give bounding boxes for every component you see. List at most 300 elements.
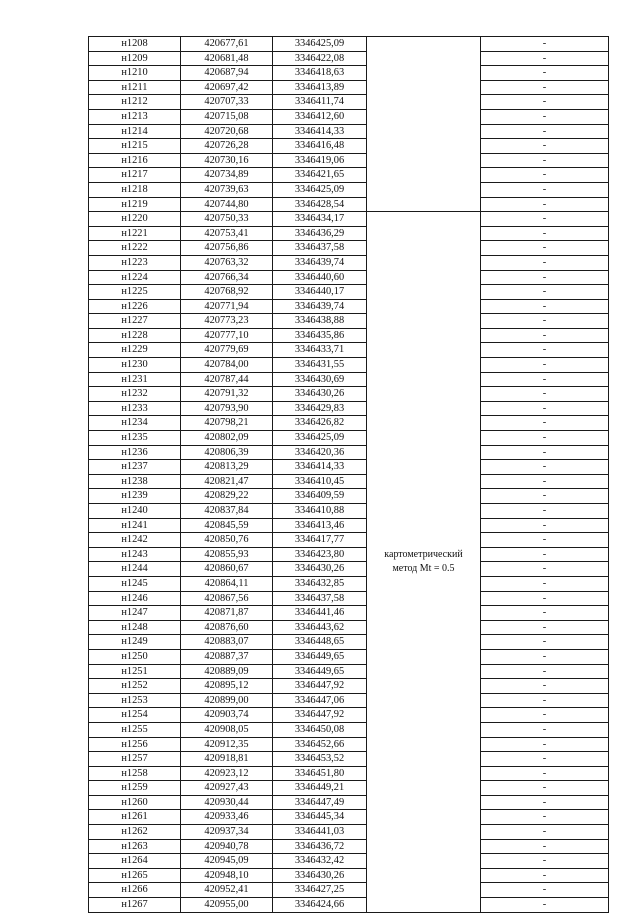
table-row xyxy=(89,868,609,883)
error-cell: - xyxy=(481,314,609,329)
point-name-cell: н1250 xyxy=(89,649,181,664)
error-cell: - xyxy=(481,679,609,694)
x-coordinate-cell: 420750,33 xyxy=(181,212,273,227)
x-coordinate-cell: 420744,80 xyxy=(181,197,273,212)
error-cell: - xyxy=(481,460,609,475)
table-row xyxy=(89,606,609,621)
point-name-cell: н1226 xyxy=(89,299,181,314)
table-row xyxy=(89,810,609,825)
error-cell: - xyxy=(481,825,609,840)
x-coordinate-cell: 420730,16 xyxy=(181,153,273,168)
error-cell: - xyxy=(481,95,609,110)
y-coordinate-cell: 3346436,72 xyxy=(273,839,367,854)
table-row xyxy=(89,518,609,533)
error-cell: - xyxy=(481,504,609,519)
x-coordinate-cell: 420793,90 xyxy=(181,401,273,416)
x-coordinate-cell: 420889,09 xyxy=(181,664,273,679)
point-name-cell: н1209 xyxy=(89,51,181,66)
x-coordinate-cell: 420940,78 xyxy=(181,839,273,854)
error-cell: - xyxy=(481,416,609,431)
y-coordinate-cell: 3346430,69 xyxy=(273,372,367,387)
error-cell: - xyxy=(481,664,609,679)
point-name-cell: н1208 xyxy=(89,37,181,52)
point-name-cell: н1239 xyxy=(89,489,181,504)
table-row xyxy=(89,708,609,723)
y-coordinate-cell: 3346450,08 xyxy=(273,722,367,737)
y-coordinate-cell: 3346437,58 xyxy=(273,591,367,606)
point-name-cell: н1261 xyxy=(89,810,181,825)
x-coordinate-cell: 420867,56 xyxy=(181,591,273,606)
table-row xyxy=(89,839,609,854)
y-coordinate-cell: 3346430,26 xyxy=(273,868,367,883)
point-name-cell: н1216 xyxy=(89,153,181,168)
table-row xyxy=(89,241,609,256)
point-name-cell: н1238 xyxy=(89,474,181,489)
point-name-cell: н1224 xyxy=(89,270,181,285)
point-name-cell: н1264 xyxy=(89,854,181,869)
x-coordinate-cell: 420955,00 xyxy=(181,898,273,913)
error-cell: - xyxy=(481,431,609,446)
method-cell-group-2 xyxy=(367,212,481,913)
error-cell: - xyxy=(481,868,609,883)
table-row xyxy=(89,416,609,431)
table-row xyxy=(89,825,609,840)
x-coordinate-cell: 420912,35 xyxy=(181,737,273,752)
y-coordinate-cell: 3346426,82 xyxy=(273,416,367,431)
y-coordinate-cell: 3346441,46 xyxy=(273,606,367,621)
error-cell: - xyxy=(481,752,609,767)
point-name-cell: н1217 xyxy=(89,168,181,183)
table-row xyxy=(89,66,609,81)
y-coordinate-cell: 3346434,17 xyxy=(273,212,367,227)
x-coordinate-cell: 420739,63 xyxy=(181,182,273,197)
x-coordinate-cell: 420734,89 xyxy=(181,168,273,183)
x-coordinate-cell: 420771,94 xyxy=(181,299,273,314)
y-coordinate-cell: 3346414,33 xyxy=(273,124,367,139)
error-cell: - xyxy=(481,708,609,723)
table-row xyxy=(89,37,609,52)
x-coordinate-cell: 420937,34 xyxy=(181,825,273,840)
x-coordinate-cell: 420855,93 xyxy=(181,547,273,562)
point-name-cell: н1227 xyxy=(89,314,181,329)
method-line-1: картометрический xyxy=(384,548,463,560)
error-cell: - xyxy=(481,766,609,781)
table-row xyxy=(89,153,609,168)
point-name-cell: н1223 xyxy=(89,255,181,270)
y-coordinate-cell: 3346412,60 xyxy=(273,109,367,124)
table-row xyxy=(89,270,609,285)
table-row xyxy=(89,226,609,241)
y-coordinate-cell: 3346443,62 xyxy=(273,620,367,635)
error-cell: - xyxy=(481,737,609,752)
error-cell: - xyxy=(481,591,609,606)
point-name-cell: н1243 xyxy=(89,547,181,562)
x-coordinate-cell: 420802,09 xyxy=(181,431,273,446)
table-row xyxy=(89,343,609,358)
table-row xyxy=(89,80,609,95)
table-row xyxy=(89,883,609,898)
table-row xyxy=(89,679,609,694)
x-coordinate-cell: 420918,81 xyxy=(181,752,273,767)
y-coordinate-cell: 3346440,17 xyxy=(273,285,367,300)
table-row xyxy=(89,649,609,664)
x-coordinate-cell: 420715,08 xyxy=(181,109,273,124)
point-name-cell: н1213 xyxy=(89,109,181,124)
coordinates-table-body xyxy=(89,37,609,913)
y-coordinate-cell: 3346411,74 xyxy=(273,95,367,110)
y-coordinate-cell: 3346413,46 xyxy=(273,518,367,533)
table-row xyxy=(89,328,609,343)
x-coordinate-cell: 420766,34 xyxy=(181,270,273,285)
error-cell: - xyxy=(481,139,609,154)
x-coordinate-cell: 420899,00 xyxy=(181,693,273,708)
y-coordinate-cell: 3346423,80 xyxy=(273,547,367,562)
error-cell: - xyxy=(481,124,609,139)
y-coordinate-cell: 3346438,88 xyxy=(273,314,367,329)
y-coordinate-cell: 3346441,03 xyxy=(273,825,367,840)
error-cell: - xyxy=(481,781,609,796)
point-name-cell: н1225 xyxy=(89,285,181,300)
y-coordinate-cell: 3346437,58 xyxy=(273,241,367,256)
point-name-cell: н1236 xyxy=(89,445,181,460)
point-name-cell: н1232 xyxy=(89,387,181,402)
table-row xyxy=(89,752,609,767)
y-coordinate-cell: 3346416,48 xyxy=(273,139,367,154)
error-cell: - xyxy=(481,883,609,898)
error-cell: - xyxy=(481,722,609,737)
y-coordinate-cell: 3346452,66 xyxy=(273,737,367,752)
error-cell: - xyxy=(481,401,609,416)
point-name-cell: н1262 xyxy=(89,825,181,840)
table-row xyxy=(89,401,609,416)
x-coordinate-cell: 420787,44 xyxy=(181,372,273,387)
table-row xyxy=(89,299,609,314)
error-cell: - xyxy=(481,358,609,373)
x-coordinate-cell: 420933,46 xyxy=(181,810,273,825)
x-coordinate-cell: 420773,23 xyxy=(181,314,273,329)
error-cell: - xyxy=(481,182,609,197)
table-row xyxy=(89,693,609,708)
y-coordinate-cell: 3346449,21 xyxy=(273,781,367,796)
point-name-cell: н1246 xyxy=(89,591,181,606)
error-cell: - xyxy=(481,518,609,533)
error-cell: - xyxy=(481,197,609,212)
error-cell: - xyxy=(481,795,609,810)
point-name-cell: н1263 xyxy=(89,839,181,854)
point-name-cell: н1210 xyxy=(89,66,181,81)
table-row xyxy=(89,620,609,635)
table-row xyxy=(89,635,609,650)
table-row xyxy=(89,460,609,475)
point-name-cell: н1258 xyxy=(89,766,181,781)
error-cell: - xyxy=(481,255,609,270)
table-row xyxy=(89,854,609,869)
y-coordinate-cell: 3346447,49 xyxy=(273,795,367,810)
x-coordinate-cell: 420952,41 xyxy=(181,883,273,898)
x-coordinate-cell: 420813,29 xyxy=(181,460,273,475)
error-cell: - xyxy=(481,898,609,913)
x-coordinate-cell: 420895,12 xyxy=(181,679,273,694)
point-name-cell: н1244 xyxy=(89,562,181,577)
point-name-cell: н1256 xyxy=(89,737,181,752)
error-cell: - xyxy=(481,343,609,358)
x-coordinate-cell: 420883,07 xyxy=(181,635,273,650)
point-name-cell: н1245 xyxy=(89,576,181,591)
point-name-cell: н1266 xyxy=(89,883,181,898)
x-coordinate-cell: 420864,11 xyxy=(181,576,273,591)
error-cell: - xyxy=(481,212,609,227)
x-coordinate-cell: 420923,12 xyxy=(181,766,273,781)
table-row xyxy=(89,139,609,154)
error-cell: - xyxy=(481,606,609,621)
table-row xyxy=(89,197,609,212)
y-coordinate-cell: 3346425,09 xyxy=(273,37,367,52)
x-coordinate-cell: 420829,22 xyxy=(181,489,273,504)
point-name-cell: н1214 xyxy=(89,124,181,139)
x-coordinate-cell: 420756,86 xyxy=(181,241,273,256)
table-row xyxy=(89,95,609,110)
y-coordinate-cell: 3346427,25 xyxy=(273,883,367,898)
table-row xyxy=(89,372,609,387)
error-cell: - xyxy=(481,372,609,387)
point-name-cell: н1233 xyxy=(89,401,181,416)
y-coordinate-cell: 3346448,65 xyxy=(273,635,367,650)
y-coordinate-cell: 3346447,92 xyxy=(273,679,367,694)
table-row xyxy=(89,212,609,227)
table-row xyxy=(89,285,609,300)
error-cell: - xyxy=(481,533,609,548)
point-name-cell: н1242 xyxy=(89,533,181,548)
y-coordinate-cell: 3346425,09 xyxy=(273,182,367,197)
y-coordinate-cell: 3346447,92 xyxy=(273,708,367,723)
table-row xyxy=(89,387,609,402)
error-cell: - xyxy=(481,839,609,854)
point-name-cell: н1240 xyxy=(89,504,181,519)
table-row xyxy=(89,766,609,781)
error-cell: - xyxy=(481,445,609,460)
point-name-cell: н1254 xyxy=(89,708,181,723)
error-cell: - xyxy=(481,109,609,124)
point-name-cell: н1259 xyxy=(89,781,181,796)
point-name-cell: н1235 xyxy=(89,431,181,446)
y-coordinate-cell: 3346425,09 xyxy=(273,431,367,446)
x-coordinate-cell: 420677,61 xyxy=(181,37,273,52)
table-row xyxy=(89,314,609,329)
y-coordinate-cell: 3346419,06 xyxy=(273,153,367,168)
y-coordinate-cell: 3346447,06 xyxy=(273,693,367,708)
x-coordinate-cell: 420930,44 xyxy=(181,795,273,810)
error-cell: - xyxy=(481,562,609,577)
error-cell: - xyxy=(481,226,609,241)
y-coordinate-cell: 3346449,65 xyxy=(273,649,367,664)
error-cell: - xyxy=(481,66,609,81)
y-coordinate-cell: 3346414,33 xyxy=(273,460,367,475)
error-cell: - xyxy=(481,51,609,66)
x-coordinate-cell: 420837,84 xyxy=(181,504,273,519)
error-cell: - xyxy=(481,649,609,664)
point-name-cell: н1230 xyxy=(89,358,181,373)
error-cell: - xyxy=(481,810,609,825)
table-row xyxy=(89,431,609,446)
table-row xyxy=(89,795,609,810)
x-coordinate-cell: 420697,42 xyxy=(181,80,273,95)
point-name-cell: н1212 xyxy=(89,95,181,110)
error-cell: - xyxy=(481,299,609,314)
point-name-cell: н1220 xyxy=(89,212,181,227)
table-row xyxy=(89,591,609,606)
y-coordinate-cell: 3346430,26 xyxy=(273,387,367,402)
error-cell: - xyxy=(481,387,609,402)
table-row xyxy=(89,109,609,124)
y-coordinate-cell: 3346430,26 xyxy=(273,562,367,577)
x-coordinate-cell: 420927,43 xyxy=(181,781,273,796)
x-coordinate-cell: 420908,05 xyxy=(181,722,273,737)
x-coordinate-cell: 420791,32 xyxy=(181,387,273,402)
table-row xyxy=(89,504,609,519)
error-cell: - xyxy=(481,547,609,562)
y-coordinate-cell: 3346413,89 xyxy=(273,80,367,95)
table-row xyxy=(89,664,609,679)
point-name-cell: н1267 xyxy=(89,898,181,913)
point-name-cell: н1222 xyxy=(89,241,181,256)
point-name-cell: н1219 xyxy=(89,197,181,212)
x-coordinate-cell: 420806,39 xyxy=(181,445,273,460)
table-row xyxy=(89,445,609,460)
y-coordinate-cell: 3346440,60 xyxy=(273,270,367,285)
error-cell: - xyxy=(481,489,609,504)
y-coordinate-cell: 3346431,55 xyxy=(273,358,367,373)
y-coordinate-cell: 3346429,83 xyxy=(273,401,367,416)
x-coordinate-cell: 420687,94 xyxy=(181,66,273,81)
x-coordinate-cell: 420753,41 xyxy=(181,226,273,241)
point-name-cell: н1252 xyxy=(89,679,181,694)
x-coordinate-cell: 420768,92 xyxy=(181,285,273,300)
y-coordinate-cell: 3346439,74 xyxy=(273,299,367,314)
table-row xyxy=(89,781,609,796)
point-name-cell: н1228 xyxy=(89,328,181,343)
point-name-cell: н1253 xyxy=(89,693,181,708)
point-name-cell: н1249 xyxy=(89,635,181,650)
error-cell: - xyxy=(481,168,609,183)
point-name-cell: н1248 xyxy=(89,620,181,635)
x-coordinate-cell: 420821,47 xyxy=(181,474,273,489)
error-cell: - xyxy=(481,635,609,650)
error-cell: - xyxy=(481,270,609,285)
point-name-cell: н1215 xyxy=(89,139,181,154)
y-coordinate-cell: 3346410,45 xyxy=(273,474,367,489)
point-name-cell: н1218 xyxy=(89,182,181,197)
x-coordinate-cell: 420681,48 xyxy=(181,51,273,66)
y-coordinate-cell: 3346433,71 xyxy=(273,343,367,358)
error-cell: - xyxy=(481,285,609,300)
point-name-cell: н1221 xyxy=(89,226,181,241)
x-coordinate-cell: 420763,32 xyxy=(181,255,273,270)
point-name-cell: н1231 xyxy=(89,372,181,387)
x-coordinate-cell: 420850,76 xyxy=(181,533,273,548)
x-coordinate-cell: 420871,87 xyxy=(181,606,273,621)
y-coordinate-cell: 3346435,86 xyxy=(273,328,367,343)
table-row xyxy=(89,533,609,548)
y-coordinate-cell: 3346422,08 xyxy=(273,51,367,66)
error-cell: - xyxy=(481,854,609,869)
table-row xyxy=(89,51,609,66)
table-row xyxy=(89,576,609,591)
x-coordinate-cell: 420720,68 xyxy=(181,124,273,139)
point-name-cell: н1237 xyxy=(89,460,181,475)
table-row xyxy=(89,168,609,183)
point-name-cell: н1260 xyxy=(89,795,181,810)
table-row xyxy=(89,124,609,139)
y-coordinate-cell: 3346420,36 xyxy=(273,445,367,460)
y-coordinate-cell: 3346436,29 xyxy=(273,226,367,241)
method-cell-group-1 xyxy=(367,37,481,212)
y-coordinate-cell: 3346432,42 xyxy=(273,854,367,869)
y-coordinate-cell: 3346409,59 xyxy=(273,489,367,504)
point-name-cell: н1257 xyxy=(89,752,181,767)
error-cell: - xyxy=(481,37,609,52)
table-row xyxy=(89,474,609,489)
point-name-cell: н1255 xyxy=(89,722,181,737)
x-coordinate-cell: 420777,10 xyxy=(181,328,273,343)
coordinates-table xyxy=(88,36,609,913)
x-coordinate-cell: 420726,28 xyxy=(181,139,273,154)
table-row xyxy=(89,255,609,270)
y-coordinate-cell: 3346417,77 xyxy=(273,533,367,548)
y-coordinate-cell: 3346449,65 xyxy=(273,664,367,679)
x-coordinate-cell: 420887,37 xyxy=(181,649,273,664)
table-row xyxy=(89,562,609,577)
point-name-cell: н1247 xyxy=(89,606,181,621)
x-coordinate-cell: 420860,67 xyxy=(181,562,273,577)
error-cell: - xyxy=(481,620,609,635)
y-coordinate-cell: 3346418,63 xyxy=(273,66,367,81)
x-coordinate-cell: 420876,60 xyxy=(181,620,273,635)
x-coordinate-cell: 420845,59 xyxy=(181,518,273,533)
x-coordinate-cell: 420798,21 xyxy=(181,416,273,431)
table-row xyxy=(89,737,609,752)
method-line-2: метод Mt = 0.5 xyxy=(392,562,455,574)
error-cell: - xyxy=(481,328,609,343)
error-cell: - xyxy=(481,80,609,95)
table-row xyxy=(89,722,609,737)
y-coordinate-cell: 3346410,88 xyxy=(273,504,367,519)
point-name-cell: н1265 xyxy=(89,868,181,883)
point-name-cell: н1229 xyxy=(89,343,181,358)
x-coordinate-cell: 420948,10 xyxy=(181,868,273,883)
table-row xyxy=(89,182,609,197)
error-cell: - xyxy=(481,153,609,168)
table-row xyxy=(89,358,609,373)
y-coordinate-cell: 3346432,85 xyxy=(273,576,367,591)
point-name-cell: н1234 xyxy=(89,416,181,431)
y-coordinate-cell: 3346451,80 xyxy=(273,766,367,781)
y-coordinate-cell: 3346428,54 xyxy=(273,197,367,212)
x-coordinate-cell: 420707,33 xyxy=(181,95,273,110)
error-cell: - xyxy=(481,474,609,489)
point-name-cell: н1241 xyxy=(89,518,181,533)
x-coordinate-cell: 420784,00 xyxy=(181,358,273,373)
point-name-cell: н1211 xyxy=(89,80,181,95)
point-name-cell: н1251 xyxy=(89,664,181,679)
y-coordinate-cell: 3346421,65 xyxy=(273,168,367,183)
y-coordinate-cell: 3346445,34 xyxy=(273,810,367,825)
error-cell: - xyxy=(481,693,609,708)
y-coordinate-cell: 3346453,52 xyxy=(273,752,367,767)
x-coordinate-cell: 420903,74 xyxy=(181,708,273,723)
y-coordinate-cell: 3346424,66 xyxy=(273,898,367,913)
table-row xyxy=(89,489,609,504)
y-coordinate-cell: 3346439,74 xyxy=(273,255,367,270)
